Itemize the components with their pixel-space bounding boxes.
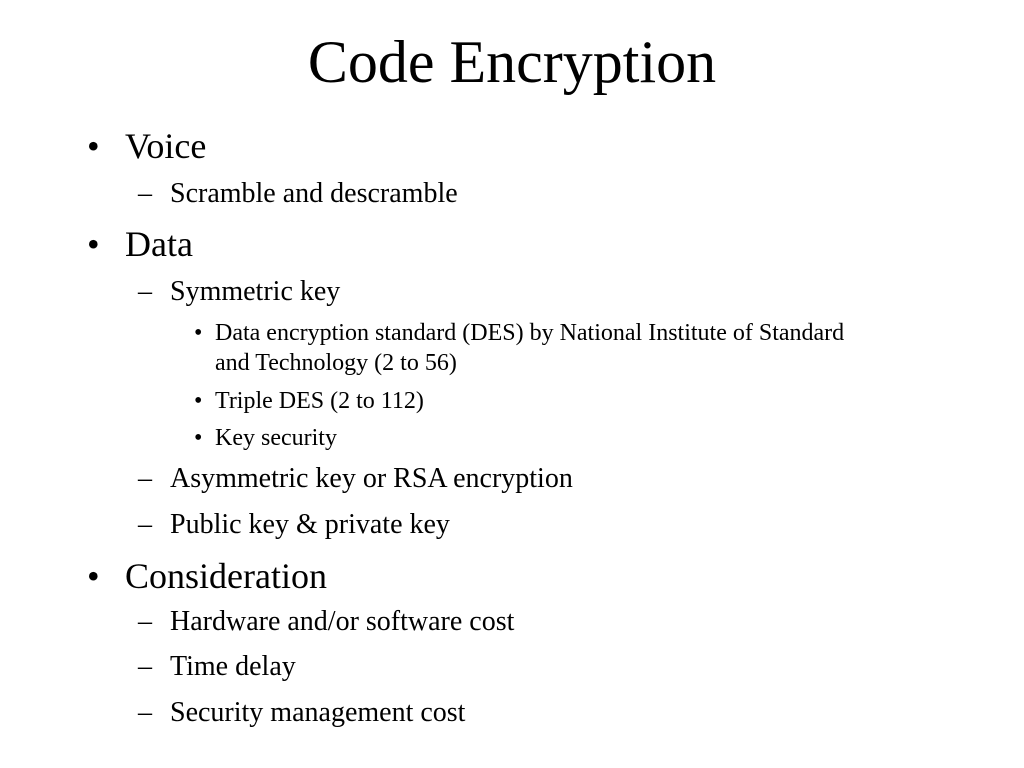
bullet-text: Data	[125, 224, 193, 264]
sub-sub-bullet-text: Key security	[215, 425, 337, 451]
sub-sub-bullet-text: Data encryption standard (DES) by National Institute of Standard and Technology (2 to 56)	[215, 320, 845, 376]
dash-marker: –	[138, 606, 152, 637]
sub-bullet-text: Symmetric key	[170, 276, 341, 307]
sub-bullet-text: Time delay	[170, 651, 296, 682]
bullet-text: Voice	[125, 126, 207, 166]
small-bullet-marker: •	[194, 425, 203, 451]
sub-bullet-text: Security management cost	[170, 697, 466, 728]
dash-marker: –	[138, 276, 152, 307]
dash-marker: –	[138, 651, 152, 682]
small-bullet-marker: •	[194, 388, 203, 414]
bullet-marker: •	[87, 126, 100, 166]
dash-marker: –	[138, 463, 152, 494]
dash-marker: –	[138, 697, 152, 728]
slide-title: Code Encryption	[307, 29, 717, 95]
bullet-text: Consideration	[125, 556, 327, 596]
small-bullet-marker: •	[194, 320, 203, 346]
sub-bullet-text: Public key & private key	[170, 509, 450, 540]
sub-bullet-text: Asymmetric key or RSA encryption	[170, 463, 573, 494]
dash-marker: –	[138, 178, 152, 209]
dash-marker: –	[138, 509, 152, 540]
bullet-marker: •	[87, 224, 100, 264]
sub-sub-bullet-text: Triple DES (2 to 112)	[215, 388, 424, 414]
bullet-marker: •	[87, 556, 100, 596]
sub-bullet-text: Hardware and/or software cost	[170, 606, 515, 637]
sub-bullet-text: Scramble and descramble	[170, 178, 458, 209]
